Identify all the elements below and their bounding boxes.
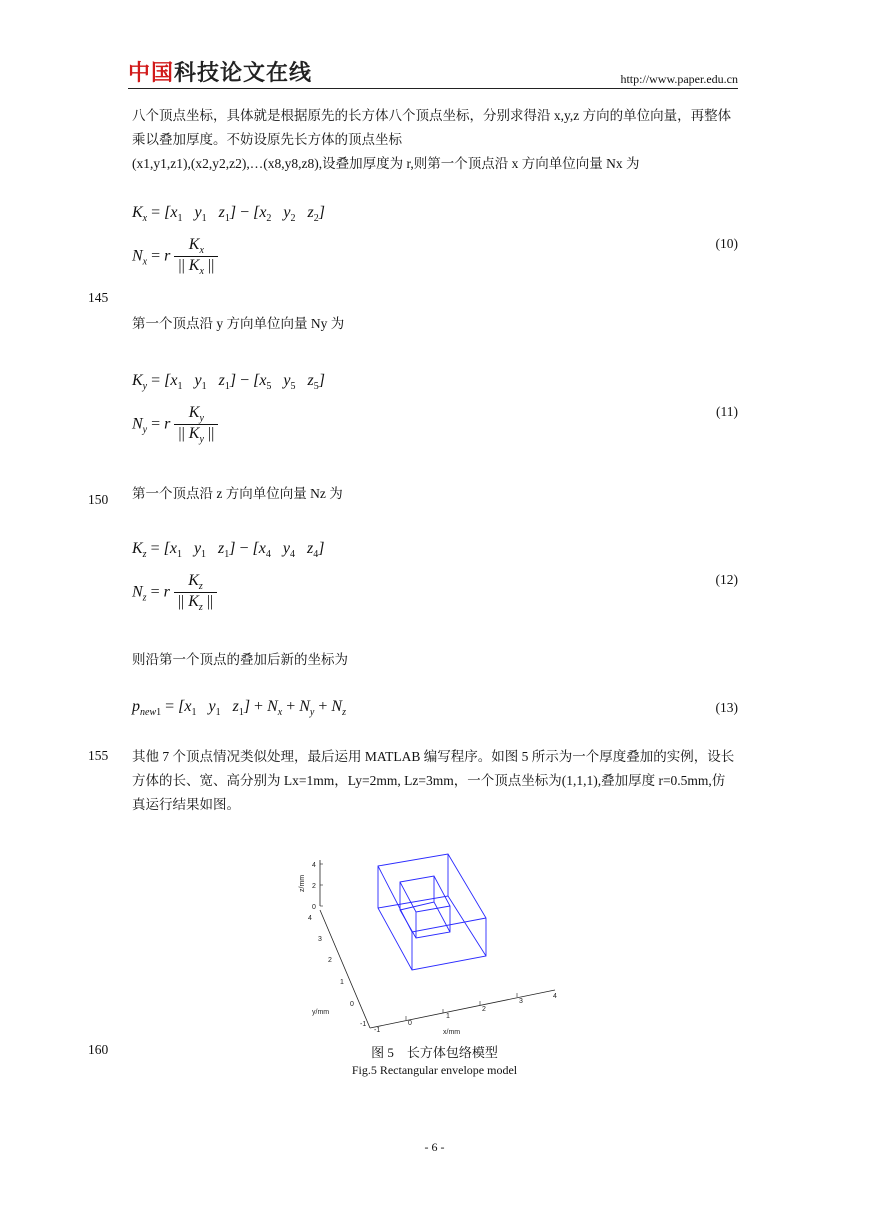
equation-nx: $N_x = r$ $\frac{K_x}{|| K_x ||}$ xyxy=(132,236,218,277)
equation-number-12: (12) xyxy=(715,572,738,587)
equation-nz: $N_z = r$ $\frac{K_z}{|| K_z ||}$ xyxy=(132,572,217,613)
paragraph-intro-cont-text: (x1,y1,z1),(x2,y2,z2),…(x8,y8,z8),设叠加厚度为 r,则第一个顶点沿 x 方向单位向量 Nx 为 xyxy=(132,156,640,171)
x-tick-3: 3 xyxy=(519,998,523,1005)
inner-box xyxy=(400,876,450,938)
x-tick-4: 4 xyxy=(553,993,557,1000)
figure-caption-cn: 图 5 长方体包络模型 xyxy=(371,1045,498,1060)
equation-ny: $N_y = r$ $\frac{K_y}{|| K_y ||}$ xyxy=(132,404,218,445)
envelope-boxes xyxy=(378,854,486,970)
x-axis-label: x/mm xyxy=(443,1029,461,1036)
header-url[interactable]: http://www.paper.edu.cn xyxy=(620,72,738,86)
header-rule xyxy=(128,88,738,89)
figure-caption-en: Fig.5 Rectangular envelope model xyxy=(351,1063,518,1077)
outer-box xyxy=(378,854,486,970)
equation-number-13: (13) xyxy=(715,700,738,715)
page-number: - 6 - xyxy=(424,1140,445,1154)
x-tick-0: 0 xyxy=(408,1020,412,1027)
equation-ky: $K_y = [x_1$ $y_1$ $z_1] - [x_5$ $y_5$ $z_5$] xyxy=(132,372,325,393)
y-tick-0: 0 xyxy=(350,1001,354,1008)
paragraph-intro: 八个顶点坐标，具体就是根据原先的长方体八个顶点坐标，分别求得沿 x,y,z 方向的单位向量，再整体乘以叠加厚度。不妨设原先长方体的顶点坐标 xyxy=(132,108,732,147)
equation-pnew: $p_{new1} = [x_1$ $y_1$ $z_1] + N_x + N_y + N_z$ xyxy=(132,698,346,719)
equation-number-11: (11) xyxy=(716,404,738,419)
y-tick-4: 4 xyxy=(308,915,312,922)
equation-kz: $K_z = [x_1$ $y_1$ $z_1] - [x_4$ $y_4$ $z_4$] xyxy=(132,540,325,561)
line-number-160: 160 xyxy=(88,1042,109,1057)
y-tick-3: 3 xyxy=(318,936,322,943)
logo-black-text: 科技论文在线 xyxy=(174,61,313,86)
line-number-145: 145 xyxy=(88,290,109,305)
paragraph-intro-cont xyxy=(132,152,738,176)
line-number-155: 155 xyxy=(88,748,109,763)
y-tick-1: 1 xyxy=(340,979,344,986)
paragraph-nz: 第一个顶点沿 z 方向单位向量 Nz 为 xyxy=(132,486,343,501)
y-tick-minus1: -1 xyxy=(360,1021,367,1028)
paragraph-ny: 第一个顶点沿 y 方向单位向量 Ny 为 xyxy=(132,316,345,331)
x-tick-2: 2 xyxy=(482,1006,486,1013)
logo-red-text: 中国 xyxy=(128,61,175,86)
z-tick-4: 4 xyxy=(312,862,316,869)
x-tick-1: 1 xyxy=(446,1013,450,1020)
x-axis-line xyxy=(370,990,555,1028)
y-axis-label: y/mm xyxy=(312,1009,330,1016)
z-tick-0: 0 xyxy=(312,904,316,911)
paragraph-example: 其他 7 个顶点情况类似处理，最后运用 MATLAB 编写程序。如图 5 所示为一个厚度叠加的实例，设长方体的长、宽、高分别为 Lx=1mm，Ly=2mm, Lz=3mm，一个顶点坐标为(1,1,1),叠加厚度 r=0.5mm,仿真运行结果如图。 xyxy=(132,749,735,812)
equation-kx: $K_x = [x_1$ $y_1$ $z_1] - [x_2$ $y_2$ $z_2$] xyxy=(132,204,325,225)
z-tick-2: 2 xyxy=(312,883,316,890)
paragraph-new-coord: 则沿第一个顶点的叠加后新的坐标为 xyxy=(132,652,348,667)
envelope-figure xyxy=(290,848,580,1038)
x-tick-minus1: -1 xyxy=(374,1027,381,1034)
y-tick-2: 2 xyxy=(328,957,332,964)
equation-number-10: (10) xyxy=(715,236,738,251)
line-number-150: 150 xyxy=(88,492,109,507)
z-axis-label: z/mm xyxy=(299,874,306,892)
journal-logo xyxy=(128,60,312,88)
